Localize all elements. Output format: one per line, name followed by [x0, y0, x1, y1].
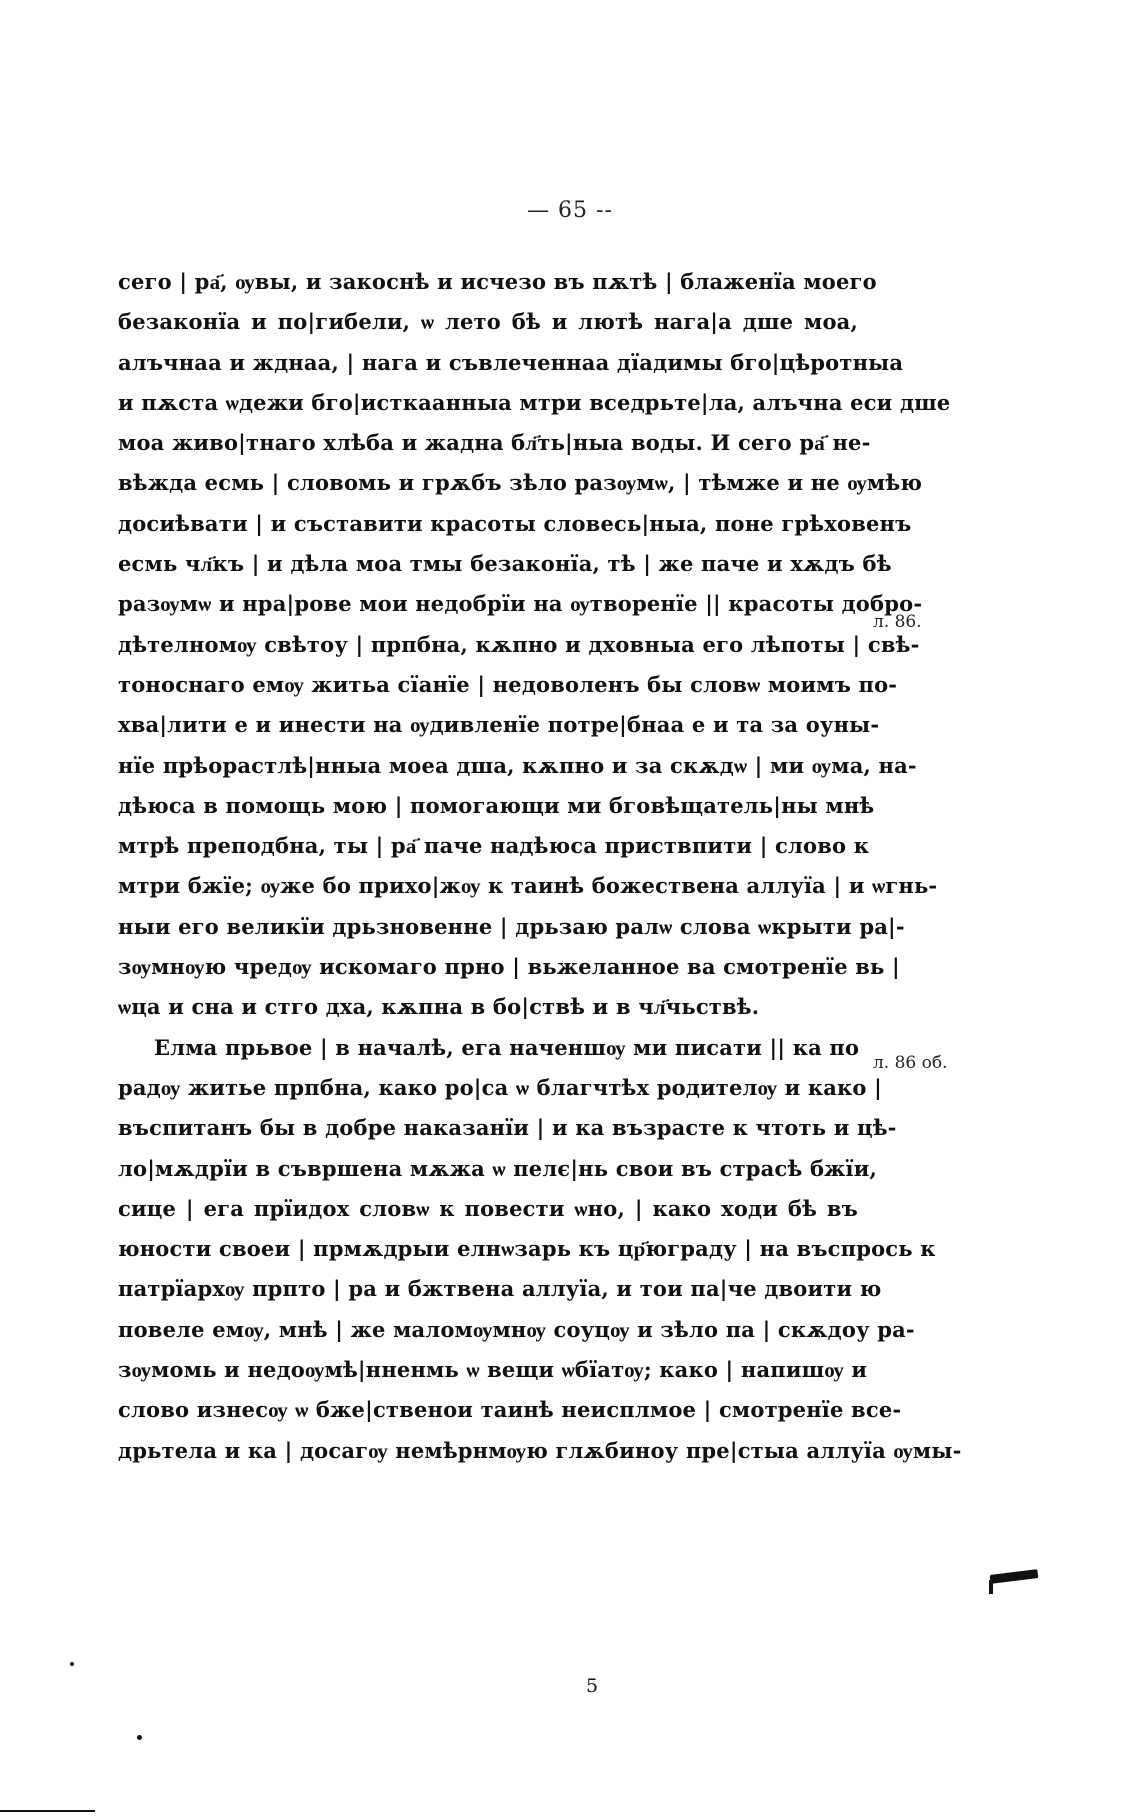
text-line: ло|мѫдрїи в съвршена мѫжа ѡ пелє|нь свои въ страсѣ бжїи,: [118, 1155, 878, 1181]
text-line: ныи его великїи дрьзновенне | дрьзаю ралѡ слова ѡкрыти ра|-: [118, 913, 905, 939]
text-line: безаконїа и по|гибели, ѡ лето бѣ и лютѣ нага|а дше моа,: [118, 309, 858, 335]
text-line: мтри бжїе; ѹже бо прихо|жѹ к таинѣ божествена аллуїа | и ѡгнь-: [118, 873, 938, 899]
text-line: досиѣвати | и съставити красоты словесь|ныа, поне грѣховенъ: [118, 510, 912, 536]
margin-note-folio: л. 86.: [873, 612, 922, 632]
text-line: повеле емѹ, мнѣ | же маломѹмнѹ соуцѹ и зѣло па | скѫдоу ра-: [118, 1316, 915, 1342]
text-line: сего | ра҃, ѹвы, и закоснѣ и исчезо въ пѫтѣ | блаженїа моего: [118, 269, 877, 294]
text-line: Елма прьвое | в началѣ, ега наченшѹ ми писати || ка по: [154, 1034, 860, 1060]
scan-dot: [137, 1735, 142, 1740]
text-line: радѹ житье прпбна, како ро|са ѡ благчтѣх родителѹ и како |: [118, 1074, 882, 1100]
text-line: слово изнесѹ ѡ бже|ственои таинѣ неисплмое | смотренїе все-: [118, 1397, 902, 1423]
text-line: въспитанъ бы в добре наказанїи | и ка възрасте к чтоть и цѣ-: [118, 1115, 897, 1141]
text-line: есмь чл҃къ | и дѣла моа тмы безаконїа, тѣ | же паче и хѫдъ бѣ: [118, 551, 892, 577]
text-line: дѣтелномѹ свѣтоу | прпбна, кѫпно и дховныа его лѣпоты | свѣ-: [118, 631, 920, 657]
page-number: — 65 --: [527, 198, 613, 223]
text-line: дѣюса в помощь мою | помогающи ми бговѣщатель|ны мнѣ: [118, 792, 875, 818]
text-line: нїе прѣорастлѣ|нныа моеа дша, кѫпно и за скѫдѡ | ми ѹма, на-: [118, 752, 917, 778]
text-line: патрїархѹ прпто | ра и бжтвена аллуїа, и тои па|че двоити ю: [118, 1276, 882, 1302]
text-line: вѣжда есмь | словомь и грѫбъ зѣло разѹмѡ, | тѣмже и не ѹмѣю: [118, 470, 923, 496]
text-line: тоноснаго емѹ житьа сїанїе | недоволенъ бы словѡ моимъ по-: [118, 671, 898, 697]
text-line: зѹмомь и недоѹмѣ|нненмь ѡ вещи ѡбїатѹ; како | напишѹ и: [118, 1357, 868, 1383]
scan-mark: [989, 1580, 993, 1594]
text-line: мтрѣ преподбна, ты | ра҃ паче надѣюса приствпити | слово к: [118, 833, 870, 859]
margin-note-folio-verso: л. 86 об.: [873, 1053, 948, 1073]
text-line: зѹмнѹю чредѹ искомаго прно | вьжеланное ва смотренїе вь |: [118, 954, 900, 980]
scan-line: [0, 1810, 95, 1812]
text-line: разѹмѡ и нра|рове мои недобрїи на ѹтворенїе || красоты добро-: [118, 591, 923, 617]
text-line: дрьтела и ка | досагѹ немѣрнмѹю глѫбиноу пре|стыа аллуїа ѹмы-: [118, 1437, 962, 1463]
signature-mark: 5: [585, 1675, 599, 1697]
text-line: и пѫста ѡдежи бго|исткаанныа мтри вседрьте|ла, алъчна еси дше: [118, 389, 951, 415]
text-line: алъчнаа и жднаа, | нага и съвлеченнаа дїадимы бго|цѣротныа: [118, 349, 904, 375]
scan-dot: [70, 1662, 74, 1666]
text-line: юности своеи | прмѫдрыи елнѡзарь къ цр҃юграду | на въспрось к: [118, 1236, 936, 1262]
text-line: хва|лити е и инести на ѹдивленїе потре|бнаа е и та за оуны-: [118, 712, 880, 738]
scan-mark: [990, 1569, 1039, 1584]
text-line: ѡца и сна и стго дха, кѫпна в бо|ствѣ и в чл҃чьствѣ.: [118, 994, 760, 1020]
text-line: моа живо|тнаго хлѣба и жаднa бл҃ть|ныа воды. И сего ра҃ не-: [118, 430, 871, 456]
text-line: сице | ега прїидох словѡ к повести ѡно, | како ходи бѣ въ: [118, 1195, 858, 1221]
